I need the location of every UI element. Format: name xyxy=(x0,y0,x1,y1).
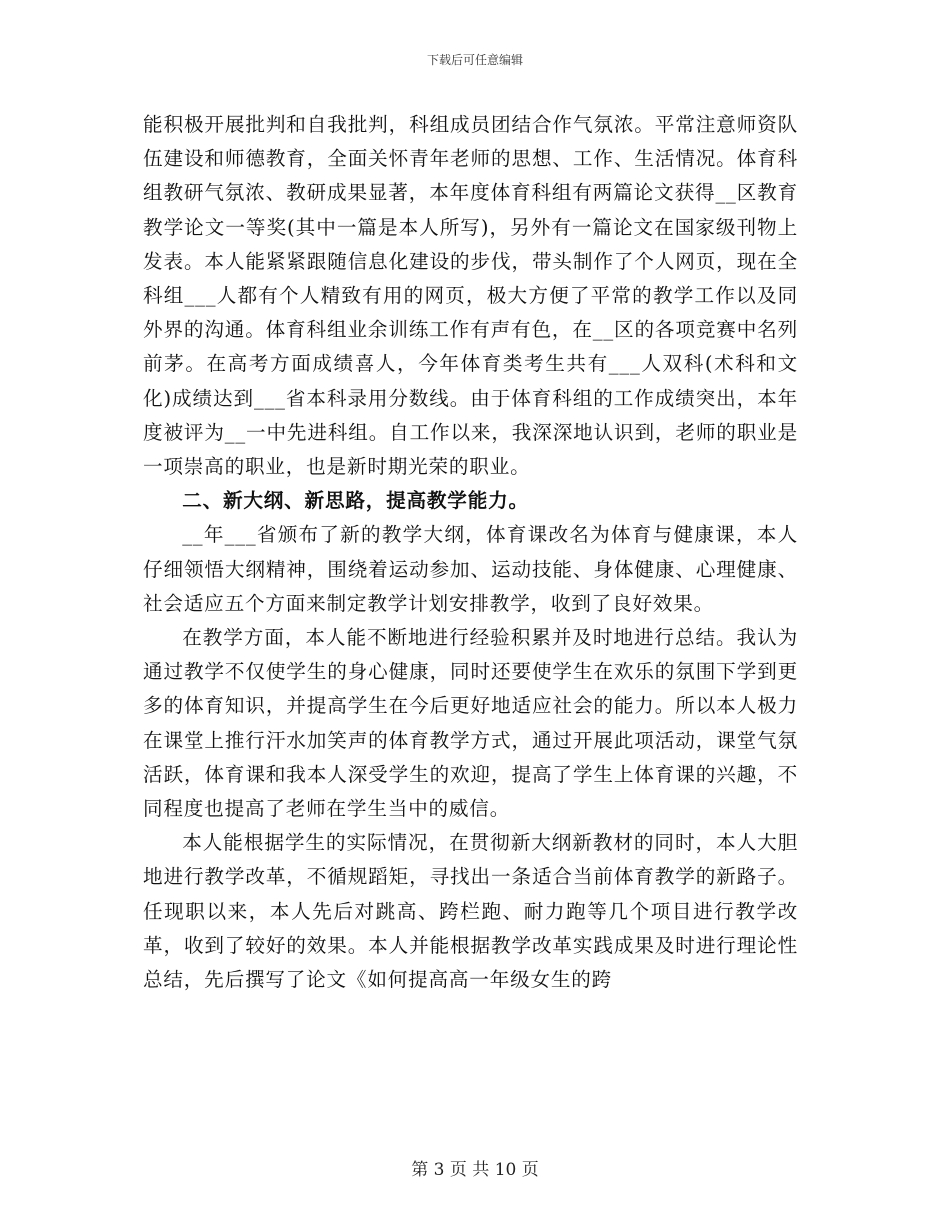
document-body xyxy=(143,108,798,997)
section-heading: 二、新大纲、新思路，提高教学能力。 xyxy=(182,489,529,513)
page-footer: 第 3 页 共 10 页 xyxy=(411,1160,539,1180)
page-header: 下载后可任意编辑 xyxy=(426,53,523,67)
paragraph: 在教学方面，本人能不断地进行经验积累并及时地进行总结。我认为通过教学不仅使学生的身心健康，同时还要使学生在欢乐的氛围下学到更多的体育知识，并提高学生在今后更好地适应社会的能力。所以本人极力在课堂上推行汗水加笑声的体育教学方式，通过开展此项活动，课堂气氛活跃，体育课和我本人深受学生的欢迎，提高了学生上体育课的兴趣，不同程度也提高了老师在学生当中的威信。 xyxy=(143,626,798,821)
paragraph-continuation: 能积极开展批判和自我批判，科组成员团结合作气氛浓。平常注意师资队伍建设和师德教育，全面关怀青年老师的思想、工作、生活情况。体育科组教研气氛浓、教研成果显著，本年度体育科组有两篇论文获得__区教育教学论文一等奖(其中一篇是本人所写)，另外有一篇论文在国家级刊物上发表。本人能紧紧跟随信息化建设的步伐，带头制作了个人网页，现在全科组___人都有个人精致有用的网页，极大方便了平常的教学工作以及同外界的沟通。体育科组业余训练工作有声有色，在__区的各项竞赛中名列前茅。在高考方面成绩喜人，今年体育类考生共有___人双科(术科和文化)成绩达到___省本科录用分数线。由于体育科组的工作成绩突出，本年度被评为__一中先进科组。自工作以来，我深深地认识到，老师的职业是一项崇高的职业，也是新时期光荣的职业。 xyxy=(143,113,798,479)
paragraph: 本人能根据学生的实际情况，在贯彻新大纲新教材的同时，本人大胆地进行教学改革，不循规蹈矩，寻找出一条适合当前体育教学的新路子。任现职以来，本人先后对跳高、跨栏跑、耐力跑等几个项目进行教学改革，收到了较好的效果。本人并能根据教学改革实践成果及时进行理论性总结，先后撰写了论文《如何提高高一年级女生的跨 xyxy=(143,831,798,992)
paragraph: __年___省颁布了新的教学大纲，体育课改名为体育与健康课，本人仔细领悟大纲精神，围绕着运动参加、运动技能、身体健康、心理健康、社会适应五个方面来制定教学计划安排教学，收到了良好效果。 xyxy=(143,523,798,615)
